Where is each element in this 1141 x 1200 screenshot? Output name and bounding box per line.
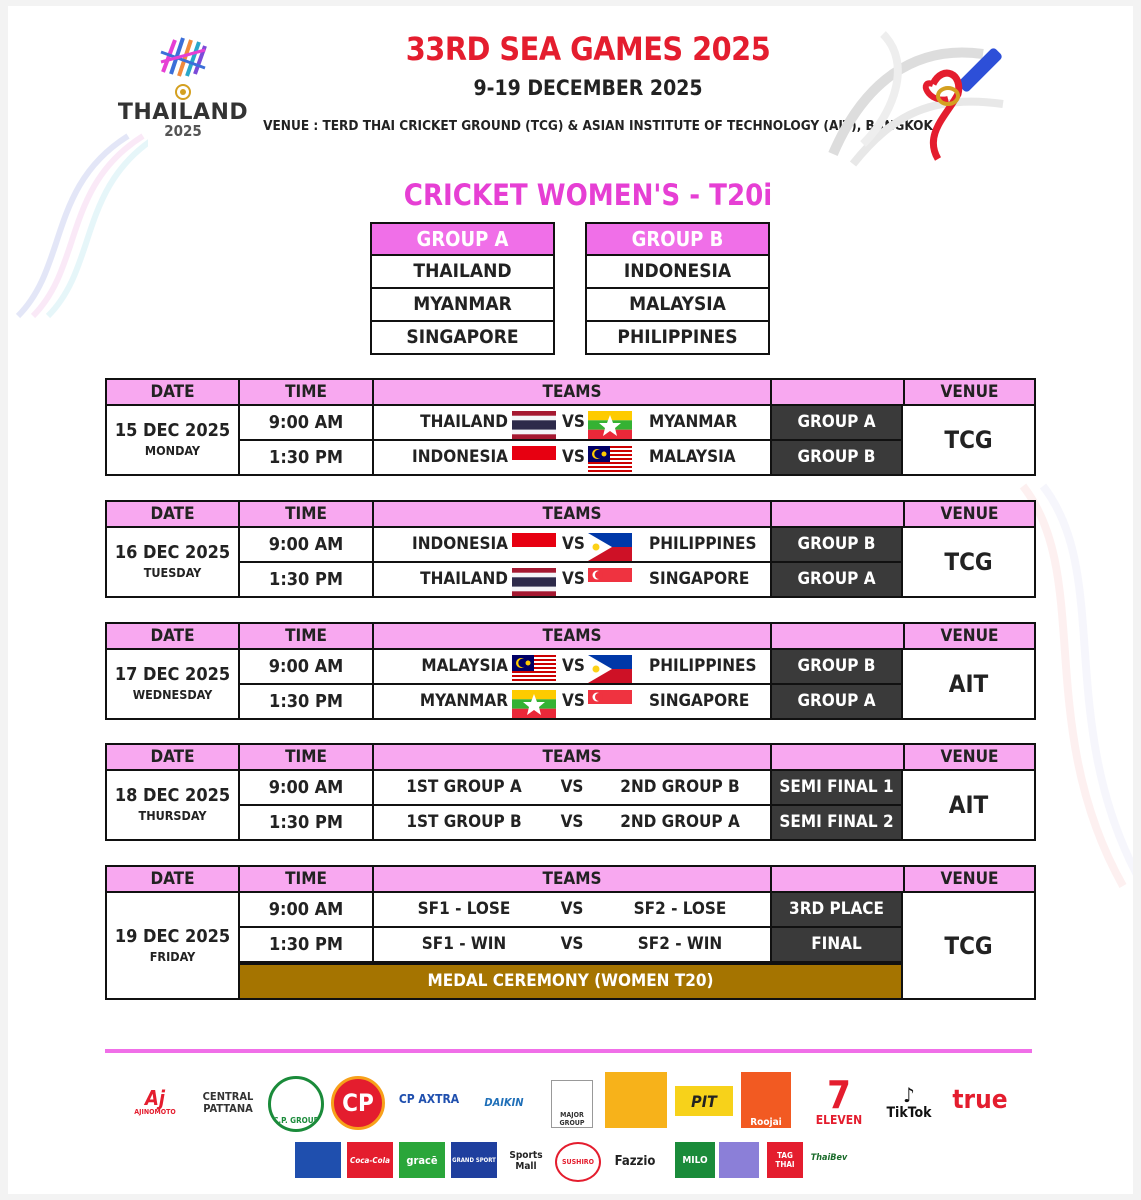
malaysia-flag-icon bbox=[512, 655, 556, 683]
time-column-header: TIME bbox=[240, 624, 374, 648]
schedule-day-2 bbox=[105, 500, 1036, 598]
date-text: 15 DEC 2025 bbox=[114, 420, 231, 441]
central-pattana-logo: CENTRAL PATTANA bbox=[202, 1090, 254, 1115]
yellow-brand-logo bbox=[605, 1072, 667, 1128]
venue-column-header: VENUE bbox=[940, 626, 999, 646]
team2-name: MYANMAR bbox=[649, 412, 738, 432]
vs-label: VS bbox=[560, 777, 584, 797]
weekday-text: MONDAY bbox=[144, 443, 201, 458]
match-stage: GROUP B bbox=[772, 528, 901, 561]
team1-name: INDONESIA bbox=[412, 447, 508, 467]
teams-column-header: TEAMS bbox=[374, 380, 772, 404]
match-date bbox=[107, 650, 240, 718]
malaysia-flag-icon bbox=[588, 446, 632, 474]
event-dates: 9-19 DECEMBER 2025 bbox=[473, 76, 703, 100]
grand-sport-logo: GRAND SPORT bbox=[451, 1142, 497, 1178]
group-b-team: MALAYSIA bbox=[587, 287, 768, 320]
venue-column-header: VENUE bbox=[940, 747, 999, 767]
schedule-header bbox=[107, 502, 1034, 528]
sun-emblem-icon bbox=[173, 82, 193, 102]
singapore-flag-icon bbox=[588, 690, 632, 718]
teams-column-header: TEAMS bbox=[374, 502, 772, 526]
match-venue: TCG bbox=[944, 426, 993, 454]
stage-column-header bbox=[772, 624, 905, 648]
group-b-team: PHILIPPINES bbox=[587, 320, 768, 353]
schedule-day-3 bbox=[105, 622, 1036, 720]
match-row bbox=[240, 528, 901, 563]
team1-name: INDONESIA bbox=[412, 534, 508, 554]
thailand-flag-icon bbox=[512, 568, 556, 596]
vs-label: VS bbox=[562, 691, 585, 711]
match-row bbox=[240, 685, 901, 718]
myanmar-flag-icon bbox=[588, 411, 632, 439]
match-row bbox=[240, 893, 901, 928]
date-column-header: DATE bbox=[107, 624, 240, 648]
venue-column-header: VENUE bbox=[940, 869, 999, 889]
match-row bbox=[240, 650, 901, 685]
sponsor-name: TikTok bbox=[886, 1105, 932, 1121]
match-time: 9:00 AM bbox=[240, 528, 374, 561]
logo-year: 2025 bbox=[164, 122, 202, 140]
schedule-header bbox=[107, 745, 1034, 771]
match-teams bbox=[374, 528, 772, 561]
grace-logo: gracē bbox=[399, 1142, 445, 1178]
match-teams bbox=[374, 928, 772, 961]
schedule-poster bbox=[8, 6, 1133, 1194]
team1-name: THAILAND bbox=[420, 412, 508, 432]
cp-group-logo: C.P. GROUP bbox=[268, 1076, 324, 1132]
milo-logo: MILO bbox=[675, 1142, 715, 1178]
logo-text: THAILAND bbox=[117, 100, 249, 125]
team2-name: PHILIPPINES bbox=[649, 656, 757, 676]
thailand-flag-icon bbox=[512, 411, 556, 439]
vs-label: VS bbox=[560, 899, 584, 919]
match-teams bbox=[374, 685, 772, 718]
weekday-text: FRIDAY bbox=[149, 948, 196, 964]
match-time: 1:30 PM bbox=[240, 563, 374, 596]
match-venue: TCG bbox=[944, 931, 993, 960]
match-row bbox=[240, 563, 901, 596]
vs-label: VS bbox=[562, 412, 585, 432]
time-column-header: TIME bbox=[240, 502, 374, 526]
stage-column-header bbox=[772, 502, 905, 526]
philippines-flag-icon bbox=[588, 655, 632, 683]
match-time: 1:30 PM bbox=[240, 806, 374, 839]
match-teams bbox=[374, 441, 772, 474]
purple-brand-logo bbox=[719, 1142, 759, 1178]
team1-name: SF1 - WIN bbox=[421, 934, 507, 954]
match-date bbox=[107, 893, 240, 998]
match-stage: 3RD PLACE bbox=[772, 893, 901, 926]
match-stage: GROUP A bbox=[772, 563, 901, 596]
match-teams bbox=[374, 771, 772, 804]
match-venue: AIT bbox=[948, 670, 989, 698]
true-logo: true bbox=[952, 1085, 1008, 1115]
match-time: 9:00 AM bbox=[240, 650, 374, 683]
roojai-logo: Roojai bbox=[741, 1072, 791, 1128]
vs-label: VS bbox=[562, 569, 585, 589]
team2-name: SINGAPORE bbox=[649, 569, 750, 589]
daikin-logo: DAIKIN bbox=[484, 1095, 524, 1109]
match-venue: TCG bbox=[944, 548, 993, 576]
coca-cola-logo: Coca-Cola bbox=[347, 1142, 393, 1178]
match-stage: GROUP A bbox=[772, 406, 901, 439]
match-stage: SEMI FINAL 2 bbox=[772, 806, 901, 839]
weekday-text: TUESDAY bbox=[143, 565, 202, 580]
schedule-day-5 bbox=[105, 865, 1036, 1000]
match-date bbox=[107, 406, 240, 474]
date-text: 16 DEC 2025 bbox=[114, 542, 231, 563]
match-teams bbox=[374, 406, 772, 439]
match-teams bbox=[374, 563, 772, 596]
teams-column-header: TEAMS bbox=[374, 867, 772, 891]
team1-name: 1ST GROUP B bbox=[406, 812, 522, 832]
team2-name: SF2 - WIN bbox=[637, 934, 723, 954]
schedule-day-1 bbox=[105, 378, 1036, 476]
sea-games-emblem-icon bbox=[153, 32, 213, 84]
match-stage: GROUP A bbox=[772, 685, 901, 718]
match-time: 1:30 PM bbox=[240, 685, 374, 718]
venue-line: VENUE : TERD THAI CRICKET GROUND (TCG) & ASIAN INSTITUTE OF TECHNOLOGY (AIT), BANGKOK bbox=[263, 118, 933, 134]
singapore-flag-icon bbox=[588, 568, 632, 596]
myanmar-flag-icon bbox=[512, 690, 556, 718]
sushiro-logo: SUSHIRO bbox=[555, 1142, 601, 1182]
time-column-header: TIME bbox=[240, 380, 374, 404]
group-a-team: SINGAPORE bbox=[372, 320, 553, 353]
sponsor-logos bbox=[105, 1066, 1032, 1186]
teams-column-header: TEAMS bbox=[374, 745, 772, 769]
match-teams bbox=[374, 650, 772, 683]
group-a-team: MYANMAR bbox=[372, 287, 553, 320]
match-venue: AIT bbox=[948, 791, 989, 819]
match-row bbox=[240, 406, 901, 441]
indonesia-flag-icon bbox=[512, 446, 556, 474]
footer-divider bbox=[105, 1049, 1032, 1053]
weekday-text: WEDNESDAY bbox=[132, 687, 213, 702]
team2-name: MALAYSIA bbox=[649, 447, 736, 467]
team1-name: MYANMAR bbox=[419, 691, 508, 711]
match-stage: GROUP B bbox=[772, 441, 901, 474]
group-a-team: THAILAND bbox=[372, 254, 553, 287]
team1-name: 1ST GROUP A bbox=[406, 777, 522, 797]
cp-logo: CP bbox=[331, 1076, 385, 1130]
match-date bbox=[107, 528, 240, 596]
team2-name: 2ND GROUP A bbox=[620, 812, 740, 832]
medal-ceremony-banner: MEDAL CEREMONY (WOMEN T20) bbox=[240, 963, 901, 998]
team2-name: PHILIPPINES bbox=[649, 534, 757, 554]
match-row bbox=[240, 928, 901, 963]
ribbon-decoration-icon bbox=[8, 126, 148, 326]
weekday-text: THURSDAY bbox=[138, 808, 207, 823]
match-row bbox=[240, 441, 901, 474]
schedule-day-4 bbox=[105, 743, 1036, 841]
teams-column-header: TEAMS bbox=[374, 624, 772, 648]
match-time: 9:00 AM bbox=[240, 771, 374, 804]
group-a-table bbox=[370, 222, 555, 355]
pit-logo: PIT bbox=[675, 1086, 733, 1116]
event-title: CRICKET WOMEN'S - T20i bbox=[403, 178, 773, 212]
sponsor-name: ELEVEN bbox=[815, 1113, 863, 1127]
page-title: 33RD SEA GAMES 2025 bbox=[405, 30, 771, 68]
thailand-2025-logo bbox=[108, 32, 258, 152]
match-stage: SEMI FINAL 1 bbox=[772, 771, 901, 804]
thaibev-logo: ThaiBev bbox=[810, 1153, 848, 1163]
schedule-header bbox=[107, 380, 1034, 406]
tiktok-logo: ♪ TikTok bbox=[886, 1083, 932, 1121]
philippines-flag-icon bbox=[588, 533, 632, 561]
group-b-header: GROUP B bbox=[587, 224, 768, 254]
venue-column-header: VENUE bbox=[940, 382, 999, 402]
vs-label: VS bbox=[562, 534, 585, 554]
date-text: 17 DEC 2025 bbox=[114, 664, 231, 685]
stage-column-header bbox=[772, 745, 905, 769]
match-stage: GROUP B bbox=[772, 650, 901, 683]
stage-column-header bbox=[772, 380, 905, 404]
vs-label: VS bbox=[562, 656, 585, 676]
group-a-header: GROUP A bbox=[372, 224, 553, 254]
match-row bbox=[240, 771, 901, 806]
team1-name: SF1 - LOSE bbox=[417, 899, 511, 919]
time-column-header: TIME bbox=[240, 867, 374, 891]
match-row bbox=[240, 806, 901, 839]
date-column-header: DATE bbox=[107, 502, 240, 526]
schedule-header bbox=[107, 867, 1034, 893]
stage-column-header bbox=[772, 867, 905, 891]
schedule-header bbox=[107, 624, 1034, 650]
sponsor-name: AJINOMOTO bbox=[134, 1108, 176, 1116]
team2-name: SF2 - LOSE bbox=[633, 899, 727, 919]
match-time: 9:00 AM bbox=[240, 406, 374, 439]
cricket-bat-ribbon-icon bbox=[823, 24, 1033, 174]
match-stage: FINAL bbox=[772, 928, 901, 961]
match-date bbox=[107, 771, 240, 839]
match-teams bbox=[374, 806, 772, 839]
yamaha-fazzio-logo: Fazzio bbox=[614, 1153, 656, 1169]
tag-thai-logo: TAG THAI bbox=[767, 1142, 803, 1178]
major-group-logo: MAJOR GROUP bbox=[551, 1080, 593, 1128]
date-column-header: DATE bbox=[107, 380, 240, 404]
team1-name: THAILAND bbox=[420, 569, 508, 589]
indonesia-flag-icon bbox=[512, 533, 556, 561]
vs-label: VS bbox=[560, 934, 584, 954]
date-column-header: DATE bbox=[107, 867, 240, 891]
vs-label: VS bbox=[562, 447, 585, 467]
date-text: 18 DEC 2025 bbox=[114, 785, 231, 806]
vs-label: VS bbox=[560, 812, 584, 832]
match-time: 1:30 PM bbox=[240, 928, 374, 961]
match-time: 1:30 PM bbox=[240, 441, 374, 474]
sports-mall-logo: Sports Mall bbox=[509, 1150, 543, 1172]
venue-column-header: VENUE bbox=[940, 504, 999, 524]
blue-brand-logo bbox=[295, 1142, 341, 1178]
time-column-header: TIME bbox=[240, 745, 374, 769]
ajinomoto-logo: Aj AJINOMOTO bbox=[134, 1086, 176, 1116]
group-b-table bbox=[585, 222, 770, 355]
team2-name: 2ND GROUP B bbox=[620, 777, 740, 797]
date-column-header: DATE bbox=[107, 745, 240, 769]
match-time: 9:00 AM bbox=[240, 893, 374, 926]
cp-axtra-logo: CP AXTRA bbox=[398, 1092, 460, 1106]
seven-eleven-logo: 7 ELEVEN bbox=[815, 1073, 863, 1127]
match-teams bbox=[374, 893, 772, 926]
team2-name: SINGAPORE bbox=[649, 691, 750, 711]
group-b-team: INDONESIA bbox=[587, 254, 768, 287]
team1-name: MALAYSIA bbox=[421, 656, 508, 676]
date-text: 19 DEC 2025 bbox=[114, 925, 231, 947]
